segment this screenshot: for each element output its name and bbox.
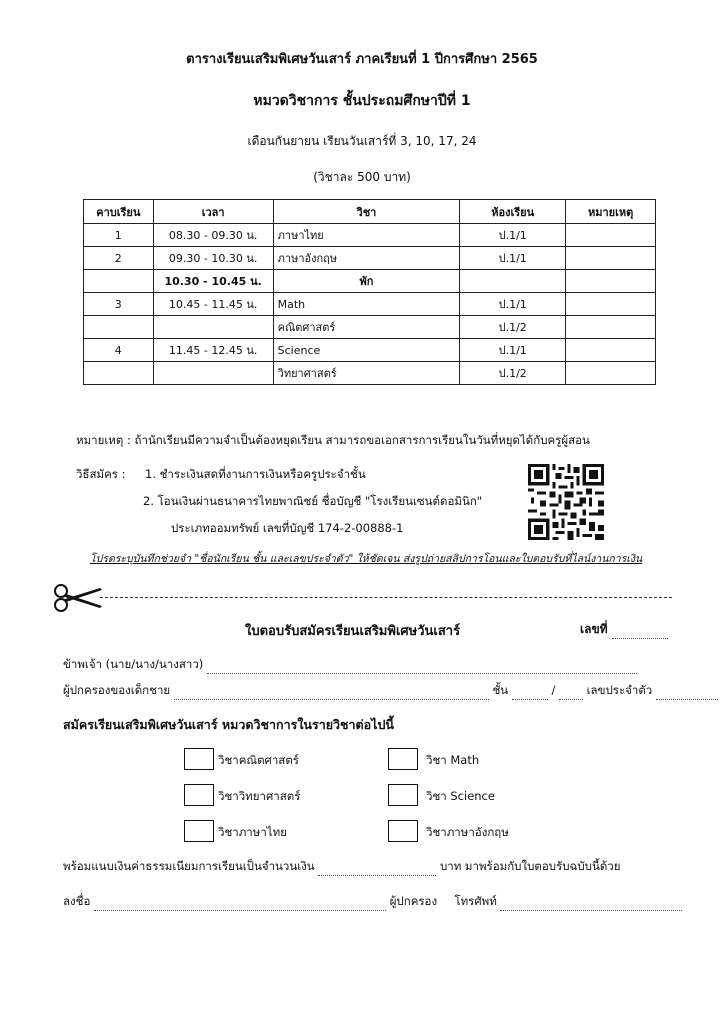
header-time: เวลา (153, 200, 273, 224)
cell-note (566, 339, 656, 362)
cell-room: ป.1/1 (460, 247, 566, 270)
applicant-name-field[interactable] (207, 661, 637, 674)
header-note: หมายเหตุ (566, 200, 656, 224)
payment-line (63, 858, 621, 876)
cell-subject: คณิตศาสตร์ (273, 316, 460, 339)
applicant-name-line (63, 656, 637, 674)
table-row (84, 247, 656, 270)
table-row (84, 362, 656, 385)
cell-period: 1 (84, 224, 154, 247)
table-row (84, 293, 656, 316)
apply-method-transfer: 2. โอนเงินผ่านธนาคารไทยพาณิชย์ ชื่อบัญชี "โรงเรียนเซนต์ดอมินิก" (143, 494, 483, 508)
payment-reminder: โปรดระบุบันทึกช่วยจำ "ชื่อนักเรียน ชั้น และเลขประจำตัว" ให้ชัดเจน ส่งรูปถ่ายสลิปการโอนและใบตอบรับที่ไลน์งานการเงิน (90, 553, 643, 565)
cell-subject: Science (273, 339, 460, 362)
cell-note (566, 316, 656, 339)
cell-room: ป.1/2 (460, 362, 566, 385)
cell-note (566, 270, 656, 293)
student-id-label: เลขประจำตัว (586, 683, 653, 697)
science-thai-label: วิชาวิทยาศาสตร์ (218, 789, 301, 803)
bank-account-number: ประเภทออมทรัพย์ เลขที่บัญชี 174-2-00888-1 (171, 521, 404, 535)
cell-period (84, 316, 154, 339)
cell-subject: วิทยาศาสตร์ (273, 362, 460, 385)
cell-time: 09.30 - 10.30 น. (153, 247, 273, 270)
science-english-checkbox[interactable] (388, 784, 418, 806)
cell-room (460, 270, 566, 293)
math-thai-label: วิชาคณิตศาสตร์ (218, 753, 299, 767)
form-number (580, 620, 668, 639)
cell-subject: Math (273, 293, 460, 316)
month-dates: เดือนกันยายน เรียนวันเสาร์ที่ 3, 10, 17, 24 (247, 134, 477, 148)
payment-amount-field[interactable] (318, 863, 436, 876)
student-id-field[interactable] (656, 687, 718, 700)
cell-time: 10.30 - 10.45 น. (153, 270, 273, 293)
schedule-table (83, 199, 656, 385)
apply-method-cash: 1. ชำระเงินสดที่งานการเงินหรือครูประจำชั้น (145, 467, 366, 481)
form-number-label: เลขที่ (580, 622, 608, 636)
subjects-heading: สมัครเรียนเสริมพิเศษวันเสาร์ หมวดวิชาการในรายวิชาต่อไปนี้ (63, 717, 394, 732)
class-slash: / (551, 683, 556, 697)
cell-break-label: พัก (273, 270, 460, 293)
form-title: ใบตอบรับสมัครเรียนเสริมพิเศษวันเสาร์ (245, 624, 461, 639)
cell-time: 08.30 - 09.30 น. (153, 224, 273, 247)
english-language-checkbox[interactable] (388, 820, 418, 842)
cell-room: ป.1/1 (460, 339, 566, 362)
payment-label: พร้อมแนบเงินค่าธรรมเนียมการเรียนเป็นจำนวนเงิน (63, 859, 315, 873)
cell-room: ป.1/1 (460, 224, 566, 247)
math-english-checkbox[interactable] (388, 748, 418, 770)
table-row (84, 224, 656, 247)
cell-time (153, 316, 273, 339)
class-field[interactable] (512, 687, 548, 700)
room-field[interactable] (559, 687, 583, 700)
cut-line (100, 597, 672, 598)
table-row (84, 316, 656, 339)
math-english-label: วิชา Math (426, 753, 480, 767)
schedule-title: ตารางเรียนเสริมพิเศษวันเสาร์ ภาคเรียนที่ 1 ปีการศึกษา 2565 (186, 52, 538, 67)
fee-text: (วิชาละ 500 บาท) (313, 170, 411, 184)
science-english-label: วิชา Science (426, 789, 495, 803)
scissors-icon (52, 584, 104, 612)
signature-line (63, 893, 682, 911)
cell-note (566, 247, 656, 270)
guardian-line (63, 682, 718, 700)
cell-period: 4 (84, 339, 154, 362)
cell-room: ป.1/2 (460, 316, 566, 339)
cell-note (566, 224, 656, 247)
cell-period: 2 (84, 247, 154, 270)
header-subject: วิชา (273, 200, 460, 224)
table-header-row (84, 200, 656, 224)
thai-language-checkbox[interactable] (184, 820, 214, 842)
cell-subject: ภาษาไทย (273, 224, 460, 247)
signature-field[interactable] (94, 898, 386, 911)
cell-period (84, 362, 154, 385)
cell-time (153, 362, 273, 385)
guardian-label: ผู้ปกครองของเด็กชาย (63, 683, 171, 697)
baht-label: บาท มาพร้อมกับใบตอบรับฉบับนี้ด้วย (439, 859, 621, 873)
applicant-name-label: ข้าพเจ้า (นาย/นาง/นางสาว) (63, 657, 204, 671)
department-title: หมวดวิชาการ ชั้นประถมศึกษาปีที่ 1 (253, 93, 471, 109)
cell-note (566, 293, 656, 316)
qr-code-icon (528, 464, 604, 540)
cell-time: 10.45 - 11.45 น. (153, 293, 273, 316)
student-name-field[interactable] (174, 687, 489, 700)
cell-time: 11.45 - 12.45 น. (153, 339, 273, 362)
remark-text: หมายเหตุ : ถ้านักเรียนมีความจำเป็นต้องหยุดเรียน สามารถขอเอกสารการเรียนในวันที่หยุดได้กับครูผู้สอน (76, 433, 590, 447)
english-language-label: วิชาภาษาอังกฤษ (426, 825, 509, 839)
header-room: ห้องเรียน (460, 200, 566, 224)
header-period: คาบเรียน (84, 200, 154, 224)
apply-label: วิธีสมัคร : (76, 467, 126, 481)
cell-period: 3 (84, 293, 154, 316)
table-row-break (84, 270, 656, 293)
table-row (84, 339, 656, 362)
cell-note (566, 362, 656, 385)
class-label: ชั้น (492, 683, 509, 697)
sign-label: ลงชื่อ (63, 894, 91, 908)
phone-field[interactable] (500, 898, 682, 911)
thai-language-label: วิชาภาษาไทย (218, 825, 287, 839)
guardian-sign-label: ผู้ปกครอง (389, 894, 438, 908)
cell-subject: ภาษาอังกฤษ (273, 247, 460, 270)
form-number-field[interactable] (612, 626, 668, 639)
math-thai-checkbox[interactable] (184, 748, 214, 770)
phone-label: โทรศัพท์ (454, 894, 497, 908)
cell-room: ป.1/1 (460, 293, 566, 316)
cell-period (84, 270, 154, 293)
science-thai-checkbox[interactable] (184, 784, 214, 806)
